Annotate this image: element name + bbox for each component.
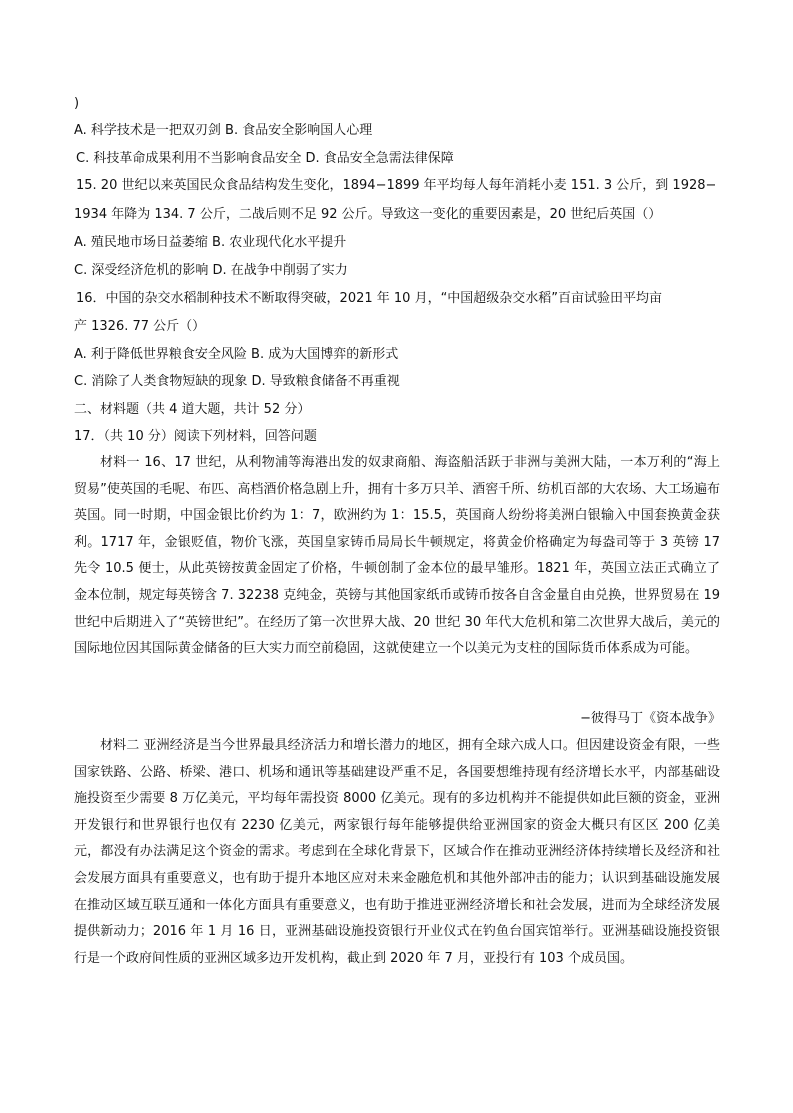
q14-options-ab: A. 科学技术是一把双刃剑 B. 食品安全影响国人心理 (74, 123, 373, 138)
q15-stem-line-1: 15. 20 世纪以来英国民众食品结构发生变化，1894−1899 年平均每人每年消耗小麦 151. 3 公斤，到 1928− (76, 178, 717, 193)
q15-stem-line-2: 1934 年降为 134. 7 公斤，二战后则不足 92 公斤。导致这一变化的重要因素是，20 世纪后英国（） (74, 207, 662, 222)
q16-options-cd: C. 消除了人类食物短缺的现象 D. 导致粮食储备不再重视 (74, 374, 400, 389)
section-2-title: 二、材料题（共 4 道大题，共计 52 分） (74, 402, 311, 417)
q16-options-ab: A. 利于降低世界粮食安全风险 B. 成为大国博弈的新形式 (74, 347, 399, 362)
material-2-paragraph: 材料二 亚洲经济是当今世界最具经济活力和增长潜力的地区，拥有全球六成人口。但因建设资金有限，一些国家铁路、公路、桥梁、港口、机场和通讯等基础建设严重不足，各国要想维持现有经济增长水平，内部基础设施投资至少需要 8 万亿美元，平均每年需投资 8000 亿美元。现有的多边机构并不能提供如此巨额的资金，亚洲开发银行和世界银行也仅有 2230 亿美元，两家银行每年能够提供给亚洲国家的资金大概只有区区 200 亿美元，都没有办法满足这个资金的需求。考虑到在全球化背景下，区域合作在推动亚洲经济体持续增长及经济和社会发展方面具有重要意义，也有助于提升本地区应对未来金融危机和其他外部冲击的能力；认识到基础设施发展在推动区域互联互通和一体化方面具有重要意义，也有助于推进亚洲经济增长和社会发展，进而为全球经济发展提供新动力；2016 年 1 月 16 日，亚洲基础设施投资银行开业仪式在钓鱼台国宾馆举行。亚洲基础设施投资银行是一个政府间性质的亚洲区域多边开发机构，截止到 2020 年 7 月，亚投行有 103 个成员国。 (74, 738, 720, 966)
q14-options-cd: C. 科技革命成果利用不当影响食品安全 D. 食品安全急需法律保障 (76, 151, 454, 166)
material-1-paragraph: 材料一 16、17 世纪，从利物浦等海港出发的奴隶商船、海盗船活跃于非洲与美洲大陆，一本万利的“海上贸易”使英国的毛呢、布匹、高档酒价格急剧上升，拥有十多万只羊、酒窖千所、纺机百部的大农场、大工场遍布英国。同一时期，中国金银比价约为 1：7，欧洲约为 1：15.5，英国商人纷纷将美洲白银输入中国套换黄金获利。1717 年，金银贬值，物价飞涨，英国皇家铸币局局长牛顿规定，将黄金价格确定为每盎司等于 3 英镑 17 先令 10.5 便士，从此英镑按黄金固定了价格，牛顿创制了金本位的最早雏形。1821 年，英国立法正式确立了金本位制，规定每英镑含 7. 32238 克纯金，英镑与其他国家纸币或铸币按各自含金量自由兑换，世界贸易在 19 世纪中后期进入了“英镑世纪”。在经历了第一次世界大战、20 世纪 30 年代大危机和第二次世界大战后，美元的国际地位因其国际黄金储备的巨大实力而空前稳固，这就使建立一个以美元为支柱的国际货币体系成为可能。 (74, 455, 720, 657)
q16-stem-line-1: 16．中国的杂交水稻制种技术不断取得突破，2021 年 10 月，“中国超级杂交水稻”百亩试验田平均亩 (76, 291, 663, 306)
material-1-source: −彼得马丁《资本战争》 (580, 711, 721, 726)
q16-stem-line-2: 产 1326. 77 公斤（） (74, 319, 206, 334)
q15-options-cd: C. 深受经济危机的影响 D. 在战争中削弱了实力 (74, 263, 348, 278)
closing-paren-line: ) (74, 96, 80, 111)
q17-title: 17．（共 10 分）阅读下列材料，回答问题 (74, 429, 317, 444)
q15-options-ab: A. 殖民地市场日益萎缩 B. 农业现代化水平提升 (74, 235, 347, 250)
